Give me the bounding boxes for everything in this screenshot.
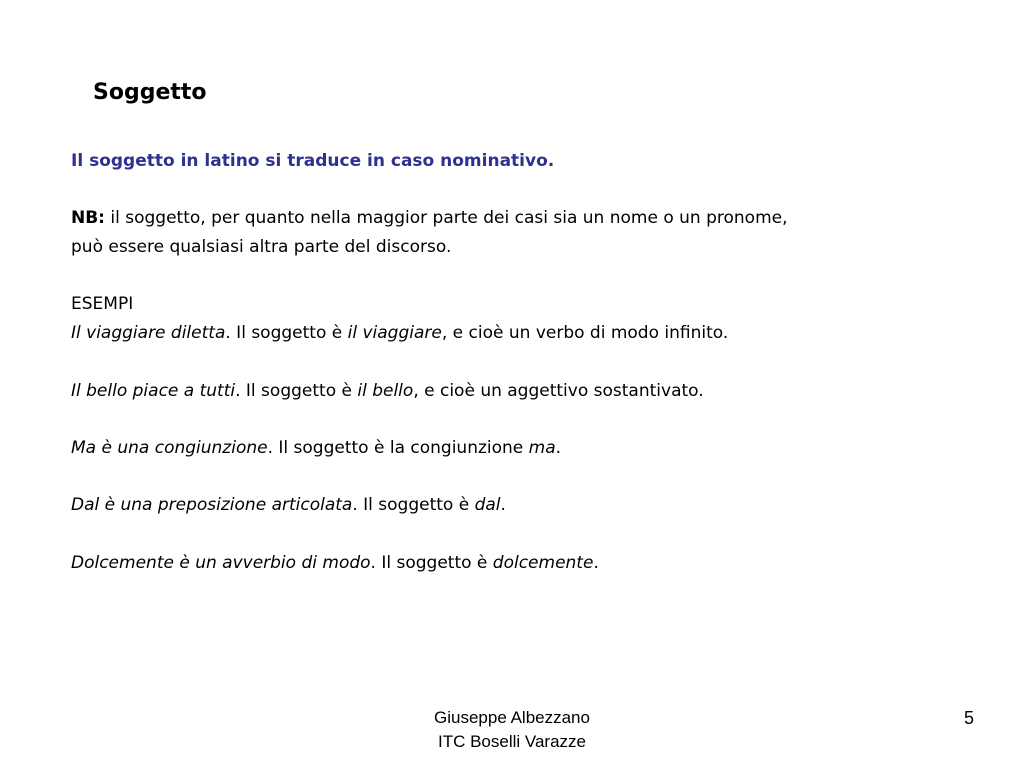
example-item: [71, 491, 971, 520]
rule-statement: Il soggetto in latino si traduce in caso nominativo.: [71, 151, 555, 171]
spacer: [71, 348, 971, 377]
footer-school: ITC Boselli Varazze: [437, 732, 586, 751]
examples-heading: ESEMPI: [71, 294, 134, 315]
nb-label: NB:: [71, 208, 105, 229]
example-phrase: Il viaggiare diletta: [71, 323, 226, 344]
nb-text-line2: può essere qualsiasi altra parte del discorso.: [71, 237, 452, 258]
example-text: .: [555, 437, 562, 458]
page-number: 5: [963, 708, 974, 728]
example-phrase: Ma è una congiunzione: [71, 437, 268, 458]
example-subject: dolcemente: [492, 552, 594, 573]
slide-body: [71, 147, 971, 577]
example-text: . Il soggetto è: [235, 380, 358, 401]
example-text: .: [500, 495, 506, 516]
slide-footer: [392, 706, 632, 754]
nb-note: [71, 204, 971, 233]
example-item: [71, 434, 971, 463]
example-text: . Il soggetto è: [352, 495, 475, 516]
example-subject: il viaggiare: [347, 323, 442, 344]
spacer: [71, 463, 971, 492]
example-text: , e cioè un aggettivo sostantivato.: [413, 380, 704, 401]
example-item: [71, 319, 971, 348]
nb-text-line1: il soggetto, per quanto nella maggior parte dei casi sia un nome o un pronome,: [104, 208, 788, 229]
example-item: [71, 377, 971, 406]
spacer: [71, 520, 971, 549]
example-text: , e cioè un verbo di modo infinito.: [441, 323, 729, 344]
footer-author: Giuseppe Albezzano: [434, 708, 590, 727]
example-subject: dal: [474, 495, 501, 516]
spacer: [71, 262, 971, 291]
example-phrase: Il bello piace a tutti: [71, 380, 236, 401]
spacer: [71, 176, 971, 205]
example-phrase: Dal è una preposizione articolata: [71, 495, 353, 516]
example-text: . Il soggetto è: [370, 552, 493, 573]
example-text: .: [593, 552, 599, 573]
example-phrase: Dolcemente è un avverbio di modo: [71, 552, 371, 573]
spacer: [71, 405, 971, 434]
example-text: . Il soggetto è la congiunzione: [267, 437, 529, 458]
example-text: . Il soggetto è: [225, 323, 348, 344]
slide-title: Soggetto: [93, 80, 207, 105]
example-subject: ma: [528, 437, 556, 458]
example-subject: il bello: [357, 380, 414, 401]
example-item: [71, 549, 971, 578]
